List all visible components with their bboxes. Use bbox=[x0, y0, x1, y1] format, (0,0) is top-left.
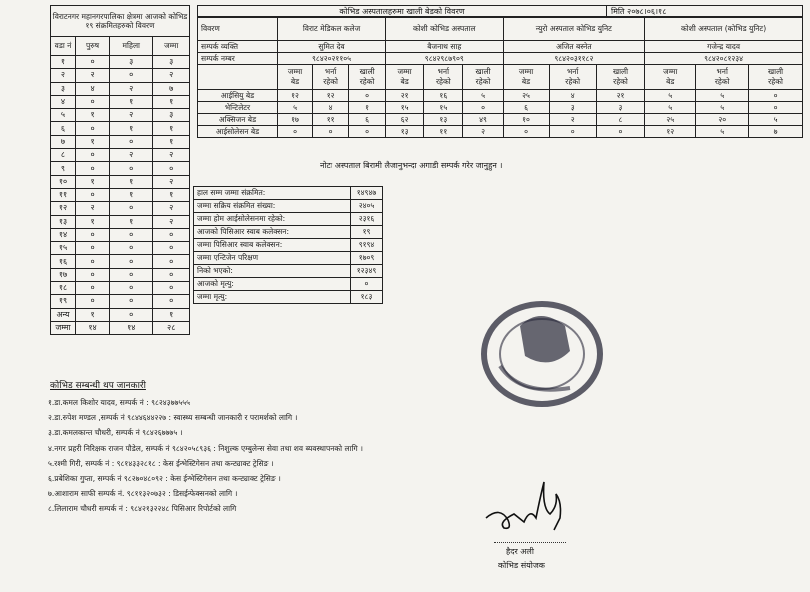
summary-label: जम्मा होम आईसोलेसनमा रहेको: bbox=[194, 213, 351, 226]
bed-subheader bbox=[278, 65, 313, 90]
ward-cell: १७ bbox=[51, 268, 76, 281]
ward-cell: ० bbox=[76, 162, 110, 175]
bed-subheader-line: भर्ना bbox=[437, 67, 450, 77]
summary-value: १७०९ bbox=[351, 252, 383, 265]
summary-label: निको भएको: bbox=[194, 265, 351, 278]
contact-line: ५.रश्मी गिरी, सम्पर्क नं : ९८१४३३२८१८ : केस ईन्भेस्टिगेसन तथा कन्ट्याक्ट ट्रेसिङ । bbox=[48, 458, 274, 468]
ward-cases-table bbox=[50, 5, 190, 335]
hospital-name: विराट मेडिकल कलेज bbox=[278, 18, 386, 41]
ward-row bbox=[51, 268, 190, 281]
contact-person: अजित बस्नेत bbox=[503, 41, 645, 53]
ward-row bbox=[51, 228, 190, 241]
ward-cell: २ bbox=[76, 69, 110, 82]
bed-subheader-line: रहेको bbox=[768, 77, 783, 86]
summary-value: २४०५ bbox=[351, 200, 383, 213]
ward-cell: १ bbox=[110, 188, 153, 201]
ward-cell: १० bbox=[51, 175, 76, 188]
ward-row bbox=[51, 82, 190, 95]
bed-count: ६२ bbox=[386, 114, 424, 126]
bed-subheader-line: खाली bbox=[475, 67, 491, 77]
bed-subheader-line: भर्ना bbox=[716, 67, 728, 77]
bed-subheader-line: रहेको bbox=[323, 77, 338, 86]
ward-cell: ० bbox=[110, 268, 153, 281]
bed-count: १२ bbox=[645, 126, 696, 138]
ward-cell: ० bbox=[110, 255, 153, 268]
bed-count: ११ bbox=[424, 126, 463, 138]
contact-line: ८.लिलाराम चौधरी सम्पर्क नं : ९८४२१३२२४८ पिसिआर रिपोर्टको लागि bbox=[48, 504, 237, 514]
total-header: जम्मा bbox=[153, 37, 190, 56]
ward-row bbox=[51, 162, 190, 175]
summary-row bbox=[194, 265, 383, 278]
ward-cell: १२ bbox=[51, 202, 76, 215]
bed-subheader bbox=[349, 65, 386, 90]
ward-cell: १३ bbox=[51, 215, 76, 228]
contact-number: ९८४२९८७९०९ bbox=[386, 53, 504, 65]
contact-person: गजेन्द्र यादव bbox=[645, 41, 803, 53]
ward-row bbox=[51, 215, 190, 228]
ward-cell: ७ bbox=[153, 82, 190, 95]
ward-cell: ० bbox=[76, 268, 110, 281]
ward-cell: ० bbox=[110, 135, 153, 148]
bed-count: ३ bbox=[549, 102, 596, 114]
bed-subheader bbox=[503, 65, 549, 90]
ward-cell: ० bbox=[153, 228, 190, 241]
contact-line: ६.प्रबेशिका गुप्ता, सम्पर्क नं ९८२७०४८०९२ : केस ईन्भेस्टिगेसन तथा कन्ट्याक्ट ट्रेसिङ । bbox=[48, 474, 281, 483]
bed-subheader-line: भर्ना bbox=[566, 67, 579, 77]
ward-cell: १ bbox=[76, 109, 110, 122]
bed-count: २ bbox=[549, 114, 596, 126]
ward-cell: ० bbox=[110, 295, 153, 308]
bed-count: ५ bbox=[696, 126, 749, 138]
summary-row bbox=[194, 226, 383, 239]
bed-count: १२ bbox=[313, 90, 349, 102]
bed-count: २१ bbox=[386, 90, 424, 102]
ward-cell: ० bbox=[110, 69, 153, 82]
hospital-name: कोशी अस्पताल (कोभिड युनिट) bbox=[645, 18, 803, 41]
bed-count: ० bbox=[349, 126, 386, 138]
ward-row bbox=[51, 109, 190, 122]
hospital-table-title: कोभिड अस्पतालहरुमा खाली बेडको विवरण bbox=[197, 5, 606, 17]
bed-subheader-line: खाली bbox=[612, 67, 629, 77]
bed-subheader-line: बेड bbox=[400, 77, 409, 86]
summary-row bbox=[194, 278, 383, 291]
ward-cell: ० bbox=[76, 122, 110, 135]
detail-label: विवरण bbox=[198, 18, 278, 41]
bed-count: ३ bbox=[596, 102, 644, 114]
ward-cell: अन्य bbox=[51, 308, 76, 321]
ward-cell: २ bbox=[153, 69, 190, 82]
ward-cell: ० bbox=[76, 242, 110, 255]
ward-cell: १ bbox=[76, 175, 110, 188]
contact-line: १.डा.कमल किशोर यादव, सम्पर्क नं : ९८२४३७७५५५ bbox=[48, 398, 191, 407]
bed-count: ४९ bbox=[463, 114, 503, 126]
office-stamp bbox=[480, 296, 610, 416]
summary-label: जम्मा सक्रिय संक्रमित संख्या: bbox=[194, 200, 351, 213]
ward-cell: १६ bbox=[51, 255, 76, 268]
ward-cell: १ bbox=[153, 308, 190, 321]
ward-cell: ० bbox=[76, 56, 110, 69]
contacts-title: कोभिड सम्बन्धी थप जानकारी bbox=[50, 381, 146, 391]
bed-count: ० bbox=[749, 90, 803, 102]
bed-count: २० bbox=[696, 114, 749, 126]
ward-cell: ० bbox=[76, 149, 110, 162]
contact-number: ९८४२०३११८२ bbox=[503, 53, 645, 65]
bed-subheader-line: जम्मा bbox=[663, 67, 678, 77]
bed-subheader bbox=[596, 65, 644, 90]
bed-subheader-line: खाली bbox=[359, 67, 375, 77]
ward-total-label: जम्मा bbox=[51, 321, 76, 334]
ward-cell: १९ bbox=[51, 295, 76, 308]
summary-label: हाल सम्म जम्मा संक्रमित: bbox=[194, 187, 351, 200]
bed-count: १६ bbox=[424, 90, 463, 102]
hospital-name: कोशी कोभिड अस्पताल bbox=[386, 18, 504, 41]
ward-cell: ० bbox=[153, 242, 190, 255]
bed-subheader bbox=[549, 65, 596, 90]
ward-cell: ८ bbox=[51, 149, 76, 162]
ward-cell: ३ bbox=[110, 56, 153, 69]
bed-count: ० bbox=[596, 126, 644, 138]
summary-value: १९ bbox=[351, 226, 383, 239]
contact-line: ४.नगर प्रहरी निरिक्षक राजन पौडेल, सम्पर्क नं ९८४२०५८९३६ : निशुल्क एम्बुलेन्स सेवा तथा शव ब्यवस्थापनको लागि । bbox=[48, 443, 363, 453]
bed-subheader-line: रहेको bbox=[613, 77, 628, 86]
bed-count: १० bbox=[503, 114, 549, 126]
ward-cell: १५ bbox=[51, 242, 76, 255]
ward-cell: १ bbox=[110, 95, 153, 108]
ward-total-female: १४ bbox=[110, 321, 153, 334]
bed-subheader-line: रहेको bbox=[435, 77, 451, 86]
ward-cell: ३ bbox=[51, 82, 76, 95]
ward-row bbox=[51, 135, 190, 148]
ward-cell: १ bbox=[110, 175, 153, 188]
bed-count: ० bbox=[349, 90, 386, 102]
ward-cell: ० bbox=[110, 282, 153, 295]
ward-cell: १ bbox=[51, 56, 76, 69]
bed-count: २५ bbox=[503, 90, 549, 102]
ward-cell: ० bbox=[110, 308, 153, 321]
bed-count: ० bbox=[503, 126, 549, 138]
bed-count: ५ bbox=[696, 102, 749, 114]
contact-person: सुमित देव bbox=[278, 41, 386, 53]
bed-subheader-line: बेड bbox=[521, 77, 531, 86]
ward-cell: १ bbox=[153, 95, 190, 108]
ward-cell: ६ bbox=[51, 122, 76, 135]
summary-row bbox=[194, 213, 383, 226]
bed-count: ५ bbox=[749, 114, 803, 126]
bed-count: ५ bbox=[696, 90, 749, 102]
summary-value: २३१६ bbox=[351, 213, 383, 226]
ward-row bbox=[51, 69, 190, 82]
ward-cell: ० bbox=[76, 188, 110, 201]
ward-row bbox=[51, 122, 190, 135]
ward-cell: १ bbox=[153, 188, 190, 201]
contact-number: ९८४२०८१२३४ bbox=[645, 53, 803, 65]
ward-cell: २ bbox=[110, 149, 153, 162]
bed-subheader-line: जम्मा bbox=[518, 67, 534, 77]
bed-subheader bbox=[463, 65, 503, 90]
ward-cell: ० bbox=[153, 268, 190, 281]
ward-row bbox=[51, 149, 190, 162]
ward-total-all: २८ bbox=[153, 321, 190, 334]
contact-person: बैजनाथ साह bbox=[386, 41, 504, 53]
bed-subheader bbox=[645, 65, 696, 90]
ward-cell: १ bbox=[153, 122, 190, 135]
bed-subheader bbox=[696, 65, 749, 90]
summary-table bbox=[193, 186, 383, 304]
bed-subheader-line: जम्मा bbox=[287, 67, 303, 77]
summary-row bbox=[194, 291, 383, 304]
bed-count: १ bbox=[349, 102, 386, 114]
ward-cell: ३ bbox=[153, 109, 190, 122]
bed-count: ५ bbox=[645, 102, 696, 114]
bed-count: ८ bbox=[596, 114, 644, 126]
female-header: महिला bbox=[110, 37, 153, 56]
bed-row bbox=[198, 126, 803, 138]
signature bbox=[480, 478, 575, 540]
ward-header: वडा नं bbox=[51, 37, 76, 56]
bed-count: ४ bbox=[313, 102, 349, 114]
bed-count: ५ bbox=[645, 90, 696, 102]
ward-row bbox=[51, 282, 190, 295]
ward-cell: २ bbox=[51, 69, 76, 82]
signature-line bbox=[494, 542, 566, 543]
ward-row bbox=[51, 242, 190, 255]
ward-cell: ० bbox=[110, 202, 153, 215]
ward-row bbox=[51, 188, 190, 201]
ward-cell: ० bbox=[76, 95, 110, 108]
ward-cell: ९ bbox=[51, 162, 76, 175]
hospital-note: नोटः अस्पताल बिरामी लैजानुभन्दा अगाडी सम्पर्क गरेर जानुहुन । bbox=[320, 161, 503, 170]
ward-cell: २ bbox=[153, 215, 190, 228]
contact-number-label: सम्पर्क नम्बर bbox=[198, 53, 278, 65]
ward-cell: २ bbox=[153, 175, 190, 188]
contact-line: ३.डा.कमलकान्त चौधरी, सम्पर्क नं ९८४२६७७७५ । bbox=[48, 428, 183, 438]
ward-total-male: १४ bbox=[76, 321, 110, 334]
ward-cell: २ bbox=[153, 149, 190, 162]
bed-subheader bbox=[313, 65, 349, 90]
summary-label: जम्मा एन्टिजेन परिक्षण bbox=[194, 252, 351, 265]
summary-row bbox=[194, 187, 383, 200]
ward-cell: १ bbox=[76, 135, 110, 148]
ward-cell: ० bbox=[153, 282, 190, 295]
summary-value: ९१९४ bbox=[351, 239, 383, 252]
blank-cell bbox=[198, 65, 278, 90]
bed-type-label: आईसोलेसन बेड bbox=[198, 126, 278, 138]
ward-cell: २ bbox=[76, 202, 110, 215]
ward-cell: ० bbox=[76, 295, 110, 308]
ward-cell: २ bbox=[153, 202, 190, 215]
bed-count: ० bbox=[463, 102, 503, 114]
ward-cell: १ bbox=[76, 215, 110, 228]
ward-cell: ० bbox=[153, 295, 190, 308]
bed-row bbox=[198, 102, 803, 114]
ward-row bbox=[51, 308, 190, 321]
bed-count: ० bbox=[749, 102, 803, 114]
bed-subheader-line: भर्ना bbox=[324, 67, 337, 77]
hospital-beds-table bbox=[197, 17, 803, 138]
ward-cell: २ bbox=[110, 109, 153, 122]
ward-cell: ४ bbox=[76, 82, 110, 95]
bed-subheader-line: खाली bbox=[768, 67, 784, 77]
ward-cell: २ bbox=[110, 82, 153, 95]
summary-label: आजको पिसिआर स्वाब कलेक्सन: bbox=[194, 226, 351, 239]
bed-count: ६ bbox=[503, 102, 549, 114]
bed-row bbox=[198, 90, 803, 102]
ward-cell: १८ bbox=[51, 282, 76, 295]
contact-number: ९८४२०२११०५ bbox=[278, 53, 386, 65]
bed-subheader-line: जम्मा bbox=[397, 67, 412, 77]
ward-cell: १४ bbox=[51, 228, 76, 241]
bed-subheader-line: बेड bbox=[666, 77, 675, 86]
summary-row bbox=[194, 252, 383, 265]
bed-subheader-line: रहेको bbox=[359, 77, 375, 86]
ward-row bbox=[51, 175, 190, 188]
ward-cell: ७ bbox=[51, 135, 76, 148]
ward-cell: ० bbox=[76, 255, 110, 268]
ward-row bbox=[51, 56, 190, 69]
bed-subheader bbox=[424, 65, 463, 90]
summary-row bbox=[194, 239, 383, 252]
bed-count: १३ bbox=[386, 126, 424, 138]
bed-count: ५ bbox=[463, 90, 503, 102]
ward-cell: ११ bbox=[51, 188, 76, 201]
bed-count: २१ bbox=[596, 90, 644, 102]
bed-subheader-line: रहेको bbox=[475, 77, 491, 86]
contact-line: ७.आशाराम साफी सम्पर्क नं. ९८११३२०७३२ : डिसईन्फेक्सनको लागि । bbox=[48, 489, 238, 499]
bed-subheader bbox=[749, 65, 803, 90]
ward-row bbox=[51, 295, 190, 308]
ward-table-title: विराटनगर महानगरपालिका क्षेत्रमा आजको कोभिड १९ संक्रमितहरुको विवरण bbox=[51, 6, 190, 37]
bed-count: २ bbox=[463, 126, 503, 138]
ward-cell: ४ bbox=[51, 95, 76, 108]
ward-cell: ० bbox=[76, 282, 110, 295]
bed-count: ४ bbox=[549, 90, 596, 102]
ward-cell: ५ bbox=[51, 109, 76, 122]
summary-row bbox=[194, 200, 383, 213]
bed-type-label: भेन्टिलेटर bbox=[198, 102, 278, 114]
signatory-title: कोभिड संयोजक bbox=[498, 561, 545, 570]
contact-line: २.डा.रुपेश मण्डल ,सम्पर्क नं ९८४४६४४२२७ : स्वास्थ्य सम्बन्धी जानकारी र परामर्शको लागि । bbox=[48, 413, 298, 423]
ward-cell: ० bbox=[110, 228, 153, 241]
bed-subheader-line: रहेको bbox=[565, 77, 581, 86]
bed-count: १५ bbox=[424, 102, 463, 114]
bed-count: ० bbox=[313, 126, 349, 138]
bed-type-label: अक्सिजन बेड bbox=[198, 114, 278, 126]
bed-count: २५ bbox=[645, 114, 696, 126]
bed-count: ६ bbox=[349, 114, 386, 126]
summary-value: १८३ bbox=[351, 291, 383, 304]
ward-cell: ० bbox=[110, 162, 153, 175]
male-header: पुरुष bbox=[76, 37, 110, 56]
bed-row bbox=[198, 114, 803, 126]
bed-count: १२ bbox=[278, 90, 313, 102]
ward-cell: ० bbox=[153, 255, 190, 268]
ward-row bbox=[51, 202, 190, 215]
bed-subheader-line: बेड bbox=[290, 77, 300, 86]
bed-type-label: आईसियु बेड bbox=[198, 90, 278, 102]
bed-count: १३ bbox=[424, 114, 463, 126]
ward-cell: ० bbox=[110, 242, 153, 255]
summary-label: आजको मृत्यु: bbox=[194, 278, 351, 291]
report-date: मिति २०७८।०६।१८ bbox=[606, 5, 803, 17]
summary-value: १२३४९ bbox=[351, 265, 383, 278]
ward-cell: १ bbox=[76, 308, 110, 321]
bed-subheader-line: रहेको bbox=[714, 77, 730, 86]
signatory-name: हैदर अली bbox=[506, 547, 534, 556]
bed-count: ७ bbox=[749, 126, 803, 138]
contact-person-label: सम्पर्क व्यक्ति bbox=[198, 41, 278, 53]
bed-count: ० bbox=[549, 126, 596, 138]
ward-cell: १ bbox=[110, 122, 153, 135]
summary-label: जम्मा मृत्यु: bbox=[194, 291, 351, 304]
bed-count: १७ bbox=[278, 114, 313, 126]
summary-value: १४९४७ bbox=[351, 187, 383, 200]
bed-subheader bbox=[386, 65, 424, 90]
ward-cell: १ bbox=[110, 215, 153, 228]
summary-value: ० bbox=[351, 278, 383, 291]
hospital-name: न्युरो अस्पताल कोभिड युनिट bbox=[503, 18, 645, 41]
ward-cell: ० bbox=[153, 162, 190, 175]
bed-count: ११ bbox=[313, 114, 349, 126]
ward-cell: १ bbox=[153, 135, 190, 148]
bed-count: १५ bbox=[386, 102, 424, 114]
ward-row bbox=[51, 255, 190, 268]
ward-cell: ० bbox=[76, 228, 110, 241]
ward-cell: ३ bbox=[153, 56, 190, 69]
ward-row bbox=[51, 95, 190, 108]
bed-count: ५ bbox=[278, 102, 313, 114]
bed-count: ० bbox=[278, 126, 313, 138]
summary-label: जम्मा पिसिआर स्वाब कलेक्सन: bbox=[194, 239, 351, 252]
